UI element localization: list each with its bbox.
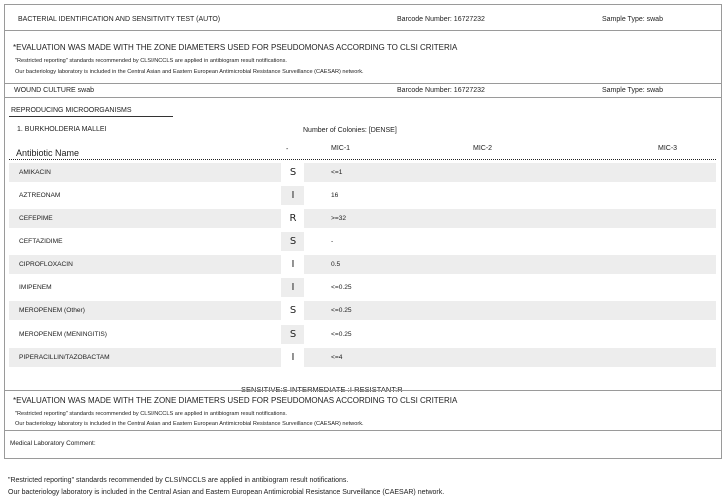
report-header	[5, 5, 721, 31]
table-row	[9, 278, 716, 297]
col-mic-1: MIC-1	[331, 145, 351, 152]
section-title: REPRODUCING MICROORGANISMS	[11, 107, 132, 114]
antibiotic-name: MEROPENEM (MENINGITIS)	[19, 331, 107, 338]
evaluation-note: *EVALUATION WAS MADE WITH THE ZONE DIAMETERS USED FOR PSEUDOMONAS ACCORDING TO CLSI CRITERIA	[13, 396, 458, 405]
antibiotic-name: AZTREONAM	[19, 192, 61, 199]
table-row	[9, 232, 716, 251]
sir-result: I	[291, 190, 295, 201]
table-row	[9, 186, 716, 205]
col-mic-2: MIC-2	[473, 145, 493, 152]
mic-1-value: <=0.25	[331, 307, 352, 314]
sir-result: R	[289, 213, 297, 224]
header-barcode: Barcode Number: 16727232	[397, 16, 485, 23]
sir-result: S	[289, 167, 297, 178]
table-row	[9, 209, 716, 228]
mic-1-value: 0.5	[331, 261, 341, 268]
antibiotic-name: CEFEPIME	[19, 215, 53, 222]
mic-1-value: <=4	[331, 354, 343, 361]
col-sir: -	[286, 146, 289, 153]
mic-1-value: 16	[331, 192, 339, 199]
colony-count: Number of Colonies: [DENSE]	[303, 127, 397, 134]
sir-legend: SENSITIVE:S INTERMEDIATE :I RESISTANT:R	[241, 385, 403, 394]
top-notes	[5, 31, 721, 84]
caesar-note: Our bacteriology laboratory is included in the Central Asian and Eastern European Antimicrobial Resistance Surveillance (CAESAR) network.	[15, 69, 364, 75]
sir-result: I	[291, 259, 295, 270]
mic-1-value: <=0.25	[331, 331, 352, 338]
mic-1-value: >=32	[331, 215, 347, 222]
report-frame	[4, 4, 722, 459]
antibiotic-name: PIPERACILLIN/TAZOBACTAM	[19, 354, 110, 361]
antibiotic-name: IMIPENEM	[19, 284, 52, 291]
antibiotic-name: CIPROFLOXACIN	[19, 261, 73, 268]
sir-result: S	[289, 236, 297, 247]
bottom-notes	[5, 391, 721, 431]
mic-1-value: <=1	[331, 169, 343, 176]
sir-result: I	[291, 282, 295, 293]
lab-comment-label: Medical Laboratory Comment:	[10, 440, 96, 447]
caesar-note: Our bacteriology laboratory is included in the Central Asian and Eastern European Antimicrobial Resistance Surveillance (CAESAR) network.	[15, 421, 364, 427]
sir-result: S	[289, 329, 297, 340]
antibiotic-name: AMIKACIN	[19, 169, 51, 176]
col-antibiotic-name: Antibiotic Name	[16, 148, 80, 158]
culture-name: WOUND CULTURE swab	[14, 87, 94, 94]
section-underline	[9, 116, 173, 117]
table-row	[9, 348, 716, 367]
report-title: BACTERIAL IDENTIFICATION AND SENSITIVITY TEST (AUTO)	[18, 16, 221, 23]
restricted-note: "Restricted reporting" standards recommended by CLSI/NCCLS are applied in antibiogram result notifications.	[15, 58, 287, 64]
organism-name: 1. BURKHOLDERIA MALLEI	[17, 126, 107, 133]
evaluation-note: *EVALUATION WAS MADE WITH THE ZONE DIAMETERS USED FOR PSEUDOMONAS ACCORDING TO CLSI CRITERIA	[13, 43, 458, 52]
table-row	[9, 301, 716, 320]
col-mic-3: MIC-3	[658, 145, 678, 152]
antibiotic-name: CEFTAZIDIME	[19, 238, 63, 245]
header-sample-type: Sample Type: swab	[602, 16, 663, 23]
header-dotted-rule	[9, 159, 716, 160]
sir-result: I	[291, 352, 295, 363]
footer-restricted-note: "Restricted reporting" standards recommended by CLSI/NCCLS are applied in antibiogram result notifications.	[8, 477, 349, 484]
mic-1-value: <=0.25	[331, 284, 352, 291]
culture-barcode: Barcode Number: 16727232	[397, 87, 485, 94]
restricted-note: "Restricted reporting" standards recommended by CLSI/NCCLS are applied in antibiogram result notifications.	[15, 411, 287, 417]
table-row	[9, 255, 716, 274]
mic-1-value: -	[331, 238, 334, 245]
sir-result: S	[289, 305, 297, 316]
table-row	[9, 163, 716, 182]
table-row	[9, 325, 716, 344]
antibiotic-name: MEROPENEM (Other)	[19, 307, 85, 314]
culture-row	[5, 84, 721, 98]
culture-sample-type: Sample Type: swab	[602, 87, 663, 94]
footer-caesar-note: Our bacteriology laboratory is included in the Central Asian and Eastern European Antimicrobial Resistance Surveillance (CAESAR) network.	[8, 489, 445, 496]
